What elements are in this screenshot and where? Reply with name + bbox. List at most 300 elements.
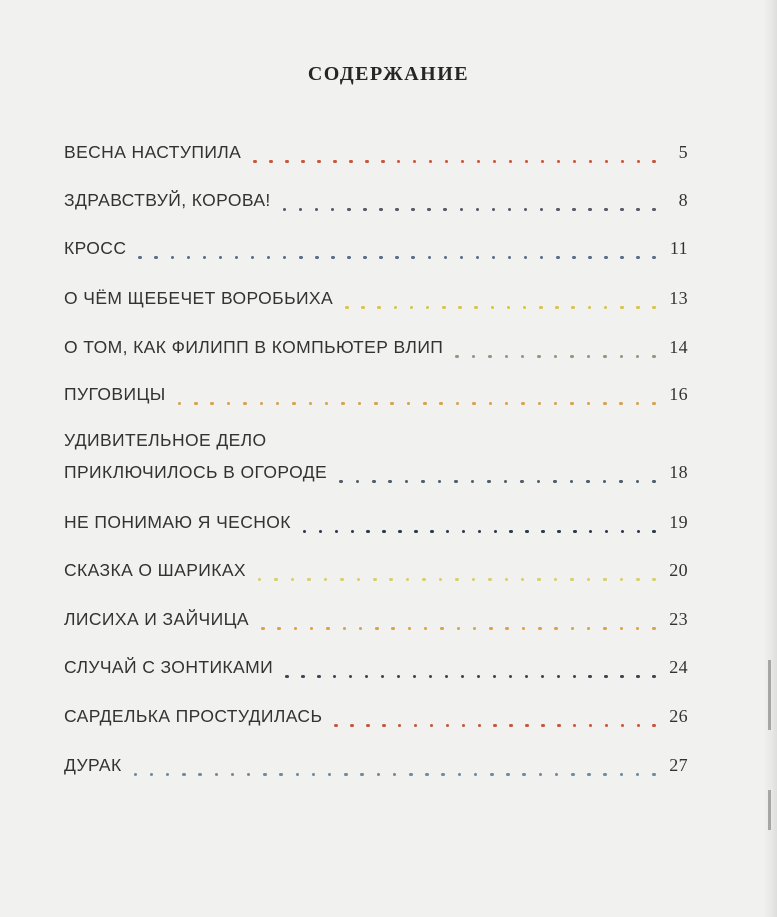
toc-row	[64, 459, 688, 489]
leader-dot	[555, 773, 559, 777]
leader-dot	[409, 773, 413, 777]
leader-dot	[508, 208, 512, 212]
leader-dot	[636, 480, 640, 484]
leader-dot	[586, 480, 590, 484]
leader-dot	[477, 160, 481, 164]
leader-dot	[573, 160, 577, 164]
toc-entry[interactable]	[64, 509, 688, 539]
leader-dot	[652, 306, 656, 310]
leader-dot	[397, 675, 401, 679]
leader-dot	[587, 402, 591, 406]
leader-dot	[333, 675, 337, 679]
leader-dot	[525, 724, 529, 728]
leader-dot	[620, 306, 624, 310]
leader-dot	[178, 402, 182, 406]
leader-dot	[588, 208, 592, 212]
toc-entry-title: ЛИСИХА И ЗАЙЧИЦА	[64, 609, 250, 629]
leader-dot	[425, 773, 429, 777]
leader-dot	[347, 256, 351, 260]
leader-dot	[588, 306, 592, 310]
leader-dot	[571, 627, 575, 631]
leader-dot	[315, 256, 319, 260]
leader-dot	[317, 675, 321, 679]
toc-entry[interactable]	[64, 752, 688, 782]
leader-dot	[456, 402, 460, 406]
toc-page-number: 27	[669, 755, 688, 775]
leader-dot	[522, 773, 526, 777]
dot-leader	[241, 143, 666, 169]
leader-dot	[423, 402, 427, 406]
leader-dot	[381, 160, 385, 164]
leader-dot	[462, 530, 466, 534]
leader-dot	[382, 724, 386, 728]
leader-dot	[523, 306, 527, 310]
leader-dot	[462, 724, 466, 728]
leader-dot	[619, 480, 623, 484]
leader-dot	[334, 724, 338, 728]
leader-dot	[219, 256, 223, 260]
leader-dot	[328, 773, 332, 777]
leader-dot	[553, 480, 557, 484]
leader-dot	[538, 402, 542, 406]
leader-dot	[540, 256, 544, 260]
leader-dot	[283, 208, 287, 212]
leader-dot	[445, 160, 449, 164]
leader-dot	[413, 675, 417, 679]
toc-entry[interactable]	[64, 557, 688, 587]
toc-row	[64, 509, 688, 539]
leader-dot	[247, 773, 251, 777]
leader-dot	[269, 160, 273, 164]
leader-dot	[363, 256, 367, 260]
leader-dot	[381, 675, 385, 679]
leader-dot	[324, 578, 328, 582]
leader-dot	[636, 256, 640, 260]
leader-dot	[652, 627, 656, 631]
leader-dot	[341, 402, 345, 406]
dot-leader	[273, 658, 666, 684]
leader-dot	[652, 208, 656, 212]
leader-dot	[604, 256, 608, 260]
leader-dot	[358, 402, 362, 406]
leader-dot	[524, 208, 528, 212]
leader-dot	[505, 627, 509, 631]
leader-dot	[349, 675, 353, 679]
leader-dot	[570, 480, 574, 484]
leader-dot	[460, 256, 464, 260]
leader-dot	[652, 578, 656, 582]
leader-dot	[366, 724, 370, 728]
leader-dot	[274, 578, 278, 582]
leader-dot	[344, 773, 348, 777]
leader-dot	[411, 256, 415, 260]
toc-entry-title: НЕ ПОНИМАЮ Я ЧЕСНОК	[64, 512, 291, 532]
toc-page-number: 20	[669, 560, 688, 580]
toc-page-number: 24	[669, 657, 688, 677]
leader-dot	[393, 773, 397, 777]
leader-dot	[187, 256, 191, 260]
leader-dot	[407, 402, 411, 406]
leader-dot	[390, 402, 394, 406]
leader-dot	[359, 627, 363, 631]
leader-dot	[194, 402, 198, 406]
toc-entry-title: СЛУЧАЙ С ЗОНТИКАМИ	[64, 657, 274, 677]
toc-page-number: 19	[669, 512, 688, 532]
leader-dot	[509, 724, 513, 728]
toc-entry[interactable]	[64, 139, 688, 169]
leader-dot	[150, 773, 154, 777]
leader-dot	[620, 627, 624, 631]
toc-page-number: 13	[669, 288, 688, 308]
page-edge	[763, 0, 777, 917]
leader-dot	[541, 530, 545, 534]
leader-dot	[430, 530, 434, 534]
dot-leader	[249, 610, 666, 636]
leader-dot	[365, 160, 369, 164]
leader-dot	[134, 773, 138, 777]
leader-dot	[570, 402, 574, 406]
leader-dot	[504, 480, 508, 484]
leader-dot	[509, 675, 513, 679]
leader-dot	[303, 530, 307, 534]
leader-dot	[339, 480, 343, 484]
leader-dot	[343, 627, 347, 631]
leader-dot	[520, 480, 524, 484]
leader-dot	[472, 355, 476, 359]
toc-entry-title: ВЕСНА НАСТУПИЛА	[64, 142, 242, 162]
leader-dot	[522, 627, 526, 631]
leader-dot	[525, 160, 529, 164]
leader-dot	[227, 402, 231, 406]
toc-row	[64, 752, 688, 782]
leader-dot	[603, 773, 607, 777]
leader-dot	[446, 724, 450, 728]
leader-dot	[540, 208, 544, 212]
leader-dot	[283, 256, 287, 260]
leader-dot	[491, 306, 495, 310]
leader-dot	[620, 773, 624, 777]
leader-dot	[361, 306, 365, 310]
leader-dot	[525, 530, 529, 534]
toc-row	[64, 334, 688, 364]
leader-dot	[365, 675, 369, 679]
leader-dot	[524, 256, 528, 260]
leader-dot	[509, 530, 513, 534]
leader-dot	[461, 675, 465, 679]
leader-dot	[525, 675, 529, 679]
leader-dot	[605, 160, 609, 164]
leader-dot	[588, 675, 592, 679]
leader-dot	[267, 256, 271, 260]
leader-dot	[652, 724, 656, 728]
toc-entry[interactable]	[64, 606, 688, 636]
leader-dot	[506, 773, 510, 777]
toc-entry-title: ЗДРАВСТВУЙ, КОРОВА!	[64, 190, 271, 210]
leader-dot	[440, 627, 444, 631]
leader-dot	[505, 578, 509, 582]
leader-dot	[389, 578, 393, 582]
leader-dot	[621, 530, 625, 534]
contents-title: СОДЕРЖАНИЕ	[307, 63, 470, 85]
dot-leader	[246, 561, 666, 587]
leader-dot	[457, 627, 461, 631]
leader-dot	[652, 256, 656, 260]
leader-dot	[604, 208, 608, 212]
leader-dot	[277, 627, 281, 631]
leader-dot	[603, 355, 607, 359]
leader-dot	[307, 578, 311, 582]
leader-dot	[309, 402, 313, 406]
leader-dot	[215, 773, 219, 777]
toc-page-number: 26	[669, 706, 688, 726]
leader-dot	[521, 578, 525, 582]
leader-dot	[557, 160, 561, 164]
leader-dot	[589, 530, 593, 534]
leader-dot	[554, 355, 558, 359]
leader-dot	[603, 578, 607, 582]
leader-dot	[366, 530, 370, 534]
toc-entry[interactable]	[64, 381, 688, 411]
leader-dot	[428, 256, 432, 260]
leader-dot	[441, 773, 445, 777]
leader-dot	[492, 256, 496, 260]
leader-dot	[375, 627, 379, 631]
leader-dot	[572, 256, 576, 260]
leader-dot	[490, 773, 494, 777]
leader-dot	[652, 480, 656, 484]
leader-dot	[489, 627, 493, 631]
leader-dot	[350, 724, 354, 728]
leader-dot	[424, 627, 428, 631]
leader-dot	[414, 530, 418, 534]
leader-dot	[445, 675, 449, 679]
leader-dot	[410, 306, 414, 310]
leader-dot	[405, 480, 409, 484]
leader-dot	[335, 530, 339, 534]
leader-dot	[442, 306, 446, 310]
leader-dot	[537, 578, 541, 582]
leader-dot	[261, 627, 265, 631]
leader-dot	[637, 160, 641, 164]
leader-dot	[473, 627, 477, 631]
leader-dot	[620, 256, 624, 260]
leader-dot	[570, 355, 574, 359]
leader-dot	[621, 724, 625, 728]
leader-dot	[620, 578, 624, 582]
leader-dot	[652, 675, 656, 679]
leader-dot	[620, 208, 624, 212]
toc-row	[64, 139, 688, 169]
leader-dot	[571, 306, 575, 310]
leader-dot	[493, 724, 497, 728]
leader-dot	[538, 627, 542, 631]
leader-dot	[493, 160, 497, 164]
leader-dot	[310, 627, 314, 631]
toc-entry-title: О ТОМ, КАК ФИЛИПП В КОМПЬЮТЕР ВЛИП	[64, 337, 444, 357]
toc-entry-title-line: УДИВИТЕЛЬНОЕ ДЕЛО	[64, 430, 267, 450]
leader-dot	[438, 480, 442, 484]
leader-dot	[357, 578, 361, 582]
leader-dot	[345, 306, 349, 310]
dot-leader	[333, 289, 666, 315]
page-edge-mark	[768, 660, 771, 730]
leader-dot	[488, 578, 492, 582]
leader-dot	[319, 530, 323, 534]
leader-dot	[587, 578, 591, 582]
leader-dot	[478, 724, 482, 728]
leader-dot	[429, 160, 433, 164]
leader-dot	[572, 208, 576, 212]
toc-entry-title: САРДЕЛЬКА ПРОСТУДИЛАСЬ	[64, 706, 323, 726]
toc-page-number: 14	[669, 337, 688, 357]
leader-dot	[587, 627, 591, 631]
leader-dot	[636, 306, 640, 310]
leader-dot	[413, 160, 417, 164]
leader-dot	[487, 480, 491, 484]
leader-dot	[210, 402, 214, 406]
leader-dot	[333, 160, 337, 164]
leader-dot	[458, 306, 462, 310]
toc-row	[64, 235, 688, 265]
leader-dot	[299, 256, 303, 260]
leader-dot	[372, 480, 376, 484]
toc-entry[interactable]	[64, 334, 688, 364]
leader-dot	[508, 256, 512, 260]
leader-dot	[509, 160, 513, 164]
leader-dot	[154, 256, 158, 260]
leader-dot	[652, 773, 656, 777]
leader-dot	[138, 256, 142, 260]
leader-dot	[422, 578, 426, 582]
dot-leader	[122, 756, 666, 782]
dot-leader	[271, 191, 666, 217]
leader-dot	[325, 402, 329, 406]
leader-dot	[476, 256, 480, 260]
leader-dot	[505, 355, 509, 359]
leader-dot	[458, 773, 462, 777]
leader-dot	[603, 480, 607, 484]
toc-entry-title: КРОСС	[64, 238, 127, 258]
leader-dot	[604, 306, 608, 310]
leader-dot	[489, 402, 493, 406]
leader-dot	[391, 627, 395, 631]
leader-dot	[471, 480, 475, 484]
leader-dot	[444, 256, 448, 260]
leader-dot	[430, 724, 434, 728]
toc-entry[interactable]	[64, 430, 688, 489]
dot-leader	[126, 239, 666, 265]
toc-page-number: 16	[669, 384, 688, 404]
leader-dot	[379, 256, 383, 260]
leader-dot	[636, 208, 640, 212]
leader-dot	[331, 256, 335, 260]
leader-dot	[492, 208, 496, 212]
leader-dot	[588, 256, 592, 260]
leader-dot	[587, 773, 591, 777]
leader-dot	[505, 402, 509, 406]
toc-entry[interactable]	[64, 703, 688, 733]
leader-dot	[589, 160, 593, 164]
toc-entry[interactable]	[64, 235, 688, 265]
leader-dot	[312, 773, 316, 777]
leader-dot	[589, 724, 593, 728]
toc-entry[interactable]	[64, 654, 688, 684]
leader-dot	[493, 675, 497, 679]
leader-dot	[235, 256, 239, 260]
leader-dot	[541, 675, 545, 679]
leader-dot	[258, 578, 262, 582]
leader-dot	[397, 160, 401, 164]
leader-dot	[301, 160, 305, 164]
toc-row	[64, 285, 688, 315]
leader-dot	[557, 530, 561, 534]
toc-entry[interactable]	[64, 187, 688, 217]
leader-dot	[541, 724, 545, 728]
leader-dot	[636, 627, 640, 631]
toc-entry[interactable]	[64, 285, 688, 315]
leader-dot	[652, 530, 656, 534]
leader-dot	[377, 773, 381, 777]
toc-entry-title: СКАЗКА О ШАРИКАХ	[64, 560, 246, 580]
leader-dot	[573, 724, 577, 728]
leader-dot	[296, 773, 300, 777]
toc-entry-title: ПРИКЛЮЧИЛОСЬ В ОГОРОДЕ	[64, 462, 328, 482]
leader-dot	[537, 355, 541, 359]
toc-row	[64, 381, 688, 411]
leader-dot	[573, 675, 577, 679]
leader-dot	[291, 578, 295, 582]
leader-dot	[637, 724, 641, 728]
leader-dot	[557, 724, 561, 728]
leader-dot	[477, 675, 481, 679]
leader-dot	[446, 530, 450, 534]
toc-page-number: 8	[678, 190, 688, 210]
leader-dot	[554, 402, 558, 406]
leader-dot	[285, 675, 289, 679]
leader-dot	[476, 208, 480, 212]
leader-dot	[373, 578, 377, 582]
leader-dot	[636, 578, 640, 582]
leader-dot	[279, 773, 283, 777]
leader-dot	[636, 773, 640, 777]
leader-dot	[605, 530, 609, 534]
leader-dot	[251, 256, 255, 260]
leader-dot	[299, 208, 303, 212]
leader-dot	[301, 675, 305, 679]
leader-dot	[243, 402, 247, 406]
toc-page-number: 11	[669, 238, 688, 258]
leader-dot	[231, 773, 235, 777]
leader-dot	[388, 480, 392, 484]
toc-page-number: 5	[678, 142, 688, 162]
leader-dot	[571, 773, 575, 777]
leader-dot	[360, 773, 364, 777]
toc-entry-title: О ЧЁМ ЩЕБЕЧЕТ ВОРОБЬИХА	[64, 288, 334, 308]
leader-dot	[570, 578, 574, 582]
leader-dot	[439, 402, 443, 406]
dot-leader	[166, 385, 666, 411]
dot-leader	[443, 338, 666, 364]
leader-dot	[349, 160, 353, 164]
leader-dot	[603, 402, 607, 406]
leader-dot	[351, 530, 355, 534]
leader-dot	[426, 306, 430, 310]
leader-dot	[472, 402, 476, 406]
leader-dot	[171, 256, 175, 260]
leader-dot	[472, 578, 476, 582]
leader-dot	[382, 530, 386, 534]
leader-dot	[478, 530, 482, 534]
